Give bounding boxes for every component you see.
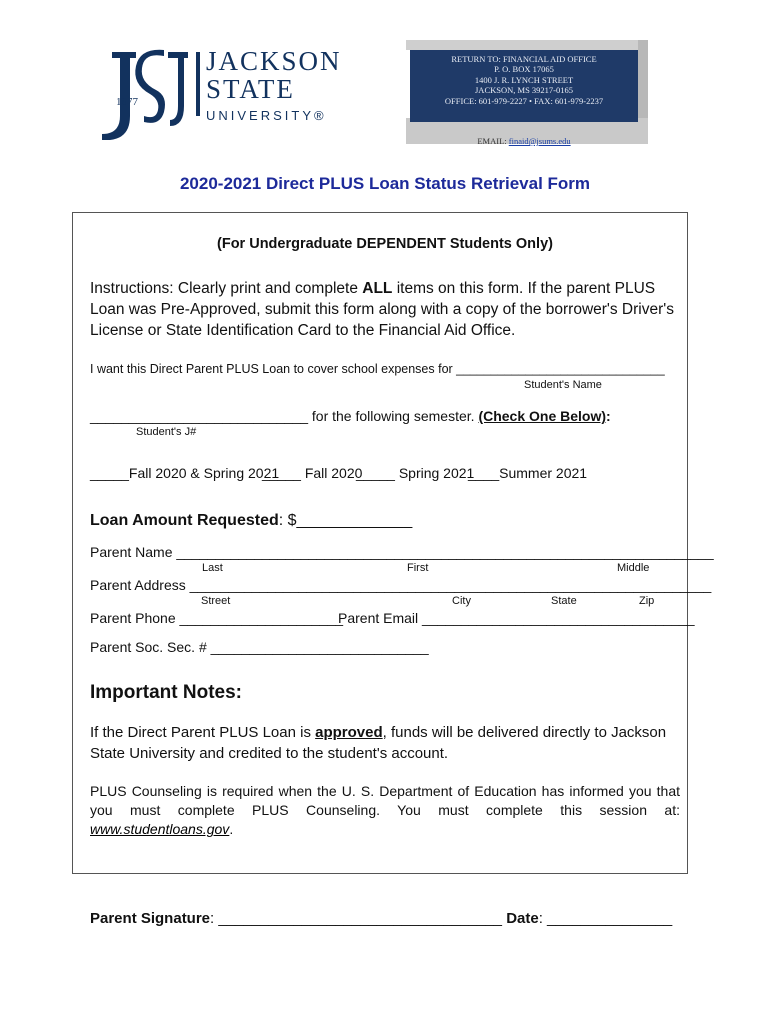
address-line-4: JACKSON, MS 39217-0165 [475,85,573,96]
parent-name-middle: Middle [617,562,650,574]
signature-blank[interactable]: : __________________________________ [210,910,503,927]
parent-name-label: Parent Name [90,544,173,560]
instructions: Instructions: Clearly print and complete ALL items on this form. If the parent PLUS Loan was Pre-Approved, submit this form along with a copy of the borrower's Driver's License or State Identification Card to the Financial Aid Office. [90,280,674,339]
notes-paragraph-2: PLUS Counseling is required when the U. S. Department of Education has informed you that you must complete PLUS Counseling. You must complete this session at: www.studentloans.gov. [90,783,680,837]
date-label: Date [506,910,539,927]
form-subtitle: (For Undergraduate DEPENDENT Students Only) [217,236,553,252]
approved-bold: approved [315,724,383,741]
form-title: 2020-2021 Direct PLUS Loan Status Retrieval Form [179,174,591,193]
important-notes-heading: Important Notes: [90,682,242,703]
signature-line[interactable] [90,910,672,927]
parent-name-field[interactable]: Parent Name _____________________________________________________________________ [90,544,714,560]
parent-phone-label: Parent Phone [90,610,176,626]
students-name-label: Student's Name [524,379,602,391]
parent-address-label: Parent Address [90,577,186,593]
address-line-1: RETURN TO: FINANCIAL AID OFFICE [451,54,597,64]
instructions-bold: ALL [362,280,393,297]
semester-option-spring[interactable]: _____ Spring 2021 [356,465,475,481]
studentloans-link[interactable]: www.studentloans.gov [90,821,230,837]
parent-ssn-label: Parent Soc. Sec. # [90,639,207,655]
parent-address-zip: Zip [639,595,655,607]
student-j-blank[interactable]: ____________________________ [90,408,309,424]
loan-amount-field[interactable]: Loan Amount Requested: $_____________ [90,512,413,529]
parent-address-street: Street [201,595,231,607]
return-address-block [406,40,648,144]
address-email-line [410,136,638,146]
university-logo [92,46,342,144]
parent-name-first: First [407,562,429,574]
signature-label: Parent Signature [90,910,211,927]
parent-email-label: Parent Email [338,610,419,626]
parent-phone-field[interactable]: Parent Phone _____________________ [90,610,344,626]
date-blank[interactable]: : _______________ [538,910,673,927]
email-link[interactable]: finaid@jsums.edu [508,136,571,146]
founding-year: 1877 [116,96,138,108]
parent-name-last: Last [202,562,223,574]
semester-line[interactable]: ____________________________ for the following semester. (Check One Below): [90,408,611,424]
semester-option-fall[interactable]: _____ Fall 2020 [262,465,363,481]
return-address-box [410,50,638,122]
student-j-label: Student's J# [136,426,197,438]
jsu-monogram-icon [92,46,202,144]
parent-address-field[interactable]: Parent Address ___________________________________________________________________ [90,577,712,593]
instructions-label: Instructions [90,280,170,297]
address-line-5: OFFICE: 601-979-2227 • FAX: 601-979-2237 [444,95,604,106]
expense-line[interactable]: I want this Direct Parent PLUS Loan to cover school expenses for ______________________________ [90,362,665,376]
semester-option-fall-spring[interactable]: _____Fall 2020 & Spring 2021 [90,465,280,481]
semester-option-summer[interactable]: ____Summer 2021 [468,465,588,481]
notes-paragraph-1: If the Direct Parent PLUS Loan is approved, funds will be delivered directly to Jackson State University and credited to the student's account. [90,724,667,762]
address-line-3: 1400 J. R. LYNCH STREET [474,74,574,85]
wordmark-line-1: JACKSON [206,46,342,76]
parent-email-field[interactable]: Parent Email ___________________________________ [338,610,695,626]
parent-ssn-field[interactable]: Parent Soc. Sec. # ____________________________ [90,639,429,655]
wordmark-line-3: UNIVERSITY® [206,108,327,123]
parent-address-state: State [551,595,577,607]
email-label: EMAIL: [477,136,509,146]
loan-amount-label: Loan Amount Requested [90,512,279,529]
wordmark-line-2: STATE [206,74,295,104]
parent-address-city: City [452,595,471,607]
address-line-2: P. O. BOX 17065 [494,64,554,75]
check-one-label: (Check One Below) [478,408,607,424]
